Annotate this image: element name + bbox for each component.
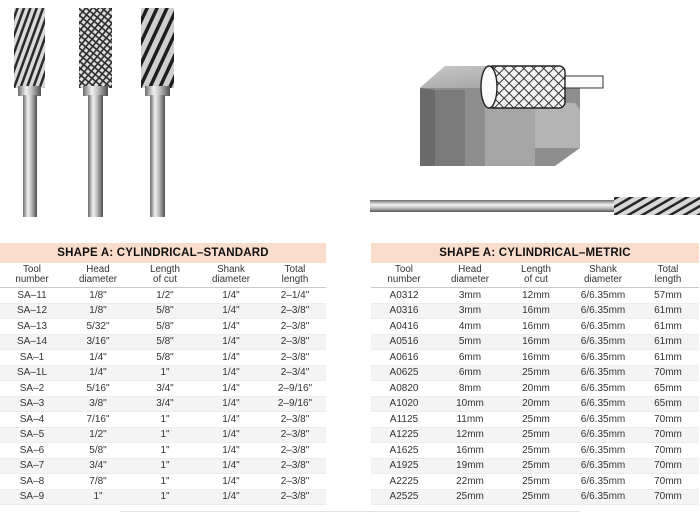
standard-table-grid (0, 263, 326, 505)
column-header: Total length (637, 263, 699, 288)
table-cell: 16mm (503, 303, 569, 319)
table-cell: 16mm (503, 350, 569, 366)
table-cell: 3mm (437, 303, 503, 319)
table-cell: 6/6.35mm (569, 303, 637, 319)
table-cell: 2–3/8" (264, 443, 326, 459)
table-cell: 20mm (503, 381, 569, 397)
table-cell: 1/4" (198, 288, 264, 304)
table-row (371, 303, 699, 319)
table-row (0, 427, 326, 443)
table-row (371, 350, 699, 366)
table-cell: 2–9/16" (264, 381, 326, 397)
table-row (0, 474, 326, 490)
table-cell: 1" (132, 474, 198, 490)
table-row (371, 288, 699, 304)
table-cell: 1" (64, 489, 132, 505)
table-cell: 65mm (637, 381, 699, 397)
table-cell: 3/4" (132, 381, 198, 397)
table-row (371, 427, 699, 443)
table-cell: 7/16" (64, 412, 132, 428)
table-cell: 1/8" (64, 288, 132, 304)
table-cell: 19mm (437, 458, 503, 474)
table-cell: SA–11 (0, 288, 64, 304)
table-cell: 1/4" (198, 365, 264, 381)
table-cell: A0625 (371, 365, 437, 381)
table-cell: 70mm (637, 412, 699, 428)
table-cell: 11mm (437, 412, 503, 428)
table-cell: SA–6 (0, 443, 64, 459)
table-cell: 1/8" (64, 303, 132, 319)
table-cell: 6/6.35mm (569, 288, 637, 304)
table-cell: SA–12 (0, 303, 64, 319)
table-cell: 70mm (637, 427, 699, 443)
column-header: Head diameter (437, 263, 503, 288)
table-cell: 6/6.35mm (569, 489, 637, 505)
column-header: Tool number (371, 263, 437, 288)
table-cell: 2–3/8" (264, 319, 326, 335)
table-cell: 5mm (437, 334, 503, 350)
table-cell: 70mm (637, 365, 699, 381)
table-cell: 6mm (437, 350, 503, 366)
table-row (0, 443, 326, 459)
table-cell: 2–3/8" (264, 303, 326, 319)
table-cell: SA–1 (0, 350, 64, 366)
column-header: Length of cut (503, 263, 569, 288)
table-cell: 6/6.35mm (569, 319, 637, 335)
metric-table-grid (371, 263, 699, 505)
column-header: Shank diameter (198, 263, 264, 288)
table-cell: 2–1/4" (264, 288, 326, 304)
table-row (371, 381, 699, 397)
table-row (371, 489, 699, 505)
table-cell: SA–8 (0, 474, 64, 490)
burr-head (14, 8, 45, 88)
table-cell: SA–5 (0, 427, 64, 443)
table-header-row (371, 263, 699, 288)
table-row (0, 319, 326, 335)
table-cell: 6/6.35mm (569, 474, 637, 490)
table-cell: 25mm (503, 412, 569, 428)
column-header: Head diameter (64, 263, 132, 288)
table-cell: 1" (132, 412, 198, 428)
table-row (0, 303, 326, 319)
table-cell: 25mm (503, 458, 569, 474)
table-cell: A1225 (371, 427, 437, 443)
table-row (0, 381, 326, 397)
table-cell: 70mm (637, 458, 699, 474)
table-cell: A1125 (371, 412, 437, 428)
table-cell: 1/4" (198, 303, 264, 319)
table-cell: 22mm (437, 474, 503, 490)
table-cell: 6/6.35mm (569, 381, 637, 397)
table-row (371, 458, 699, 474)
table-cell: 25mm (503, 474, 569, 490)
column-header: Length of cut (132, 263, 198, 288)
table-row (371, 412, 699, 428)
table-cell: 1/2" (132, 288, 198, 304)
table-cell: 5/8" (132, 303, 198, 319)
table-cell: 16mm (503, 319, 569, 335)
table-cell: SA–4 (0, 412, 64, 428)
table-cell: 61mm (637, 350, 699, 366)
table-cell: 2–3/8" (264, 474, 326, 490)
table-row (371, 474, 699, 490)
table-cell: 4mm (437, 319, 503, 335)
column-header: Shank diameter (569, 263, 637, 288)
table-cell: A1625 (371, 443, 437, 459)
table-row (0, 489, 326, 505)
table-cell: A2525 (371, 489, 437, 505)
table-row (371, 396, 699, 412)
table-cell: 3/16" (64, 334, 132, 350)
table-cell: 5/8" (132, 350, 198, 366)
table-cell: 2–9/16" (264, 396, 326, 412)
burr-workpiece-illustration (415, 48, 605, 168)
table-row (0, 334, 326, 350)
table-row (0, 412, 326, 428)
table-cell: 12mm (437, 427, 503, 443)
table-title: SHAPE A: CYLINDRICAL–METRIC (371, 243, 699, 263)
table-cell: 1/4" (198, 350, 264, 366)
table-cell: 5/32" (64, 319, 132, 335)
table-cell: 65mm (637, 396, 699, 412)
table-cell: 1/4" (198, 474, 264, 490)
table-cell: A1020 (371, 396, 437, 412)
table-cell: 5/16" (64, 381, 132, 397)
table-cell: A1925 (371, 458, 437, 474)
table-cell: 12mm (503, 288, 569, 304)
table-cell: A0312 (371, 288, 437, 304)
table-cell: 7/8" (64, 474, 132, 490)
table-cell: 8mm (437, 381, 503, 397)
table-cell: 3/4" (132, 396, 198, 412)
table-cell: 1/4" (64, 365, 132, 381)
table-cell: 16mm (503, 334, 569, 350)
burr-tools-photo (0, 0, 200, 222)
table-cell: 20mm (503, 396, 569, 412)
table-cell: A0416 (371, 319, 437, 335)
burr-head (79, 8, 112, 88)
table-cell: SA–3 (0, 396, 64, 412)
table-row (0, 458, 326, 474)
table-cell: 1" (132, 443, 198, 459)
table-cell: SA–9 (0, 489, 64, 505)
table-cell: SA–1L (0, 365, 64, 381)
footer-divider (120, 511, 580, 512)
table-cell: SA–13 (0, 319, 64, 335)
table-cell: 25mm (503, 443, 569, 459)
table-cell: 2–3/8" (264, 489, 326, 505)
table-cell: 1/4" (198, 396, 264, 412)
table-cell: 2–3/8" (264, 334, 326, 350)
table-cell: 6/6.35mm (569, 350, 637, 366)
table-cell: 1" (132, 458, 198, 474)
table-cell: 16mm (437, 443, 503, 459)
table-cell: 1/4" (198, 443, 264, 459)
table-row (0, 288, 326, 304)
table-cell: 6/6.35mm (569, 365, 637, 381)
table-cell: 6/6.35mm (569, 427, 637, 443)
table-cell: 2–3/8" (264, 458, 326, 474)
table-cell: 1/4" (198, 381, 264, 397)
table-cell: 6mm (437, 365, 503, 381)
metric-size-table (371, 243, 699, 505)
table-cell: 6/6.35mm (569, 458, 637, 474)
column-header: Tool number (0, 263, 64, 288)
table-cell: 70mm (637, 474, 699, 490)
table-row (371, 365, 699, 381)
table-cell: A0316 (371, 303, 437, 319)
column-header: Total length (264, 263, 326, 288)
table-cell: 1/2" (64, 427, 132, 443)
table-cell: 61mm (637, 334, 699, 350)
table-cell: 6/6.35mm (569, 412, 637, 428)
long-shank-burr-photo (370, 193, 700, 219)
table-row (0, 365, 326, 381)
table-cell: 5/8" (132, 319, 198, 335)
table-cell: 25mm (503, 489, 569, 505)
table-cell: SA–2 (0, 381, 64, 397)
table-cell: A0616 (371, 350, 437, 366)
table-cell: 1/4" (198, 412, 264, 428)
table-row (371, 319, 699, 335)
standard-size-table (0, 243, 326, 505)
table-cell: 57mm (637, 288, 699, 304)
table-cell: 2–3/8" (264, 412, 326, 428)
table-cell: 1/4" (198, 489, 264, 505)
table-cell: 1/4" (198, 319, 264, 335)
table-cell: 25mm (437, 489, 503, 505)
table-cell: 1" (132, 365, 198, 381)
table-cell: 2–3/8" (264, 427, 326, 443)
table-cell: A2225 (371, 474, 437, 490)
table-cell: 6/6.35mm (569, 334, 637, 350)
table-cell: 2–3/4" (264, 365, 326, 381)
table-cell: 70mm (637, 443, 699, 459)
table-cell: 3/4" (64, 458, 132, 474)
table-cell: 6/6.35mm (569, 396, 637, 412)
table-cell: 5/8" (64, 443, 132, 459)
table-row (0, 350, 326, 366)
table-cell: SA–7 (0, 458, 64, 474)
table-row (371, 334, 699, 350)
table-cell: 2–3/8" (264, 350, 326, 366)
table-cell: 1" (132, 427, 198, 443)
table-cell: 5/8" (132, 334, 198, 350)
table-cell: 25mm (503, 365, 569, 381)
table-title: SHAPE A: CYLINDRICAL–STANDARD (0, 243, 326, 263)
table-cell: 3mm (437, 288, 503, 304)
table-cell: 70mm (637, 489, 699, 505)
table-cell: SA–14 (0, 334, 64, 350)
table-cell: 1/4" (198, 458, 264, 474)
table-cell: 3/8" (64, 396, 132, 412)
table-cell: 61mm (637, 303, 699, 319)
table-cell: 61mm (637, 319, 699, 335)
table-cell: 10mm (437, 396, 503, 412)
table-cell: 6/6.35mm (569, 443, 637, 459)
burr-head (141, 8, 174, 88)
table-cell: 1/4" (198, 334, 264, 350)
table-cell: A0820 (371, 381, 437, 397)
table-cell: 25mm (503, 427, 569, 443)
table-row (0, 396, 326, 412)
table-header-row (0, 263, 326, 288)
table-row (371, 443, 699, 459)
table-cell: 1" (132, 489, 198, 505)
table-cell: 1/4" (64, 350, 132, 366)
table-cell: A0516 (371, 334, 437, 350)
table-cell: 1/4" (198, 427, 264, 443)
